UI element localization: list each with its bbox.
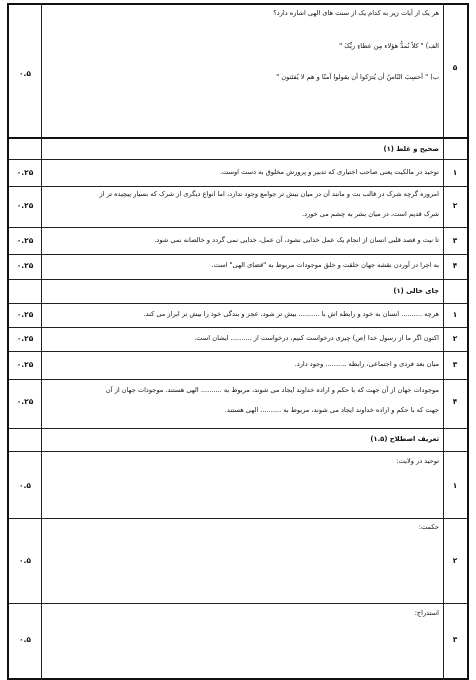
row-text: هرچه .......... انسان به خود و رابطه اش با .......... بیش تر شود، عجز و بندگی خود را بیش تر ابراز می کند. [143, 310, 439, 318]
row-score: ۰.۲۵ [16, 360, 34, 369]
rule [7, 451, 469, 452]
rule [7, 3, 469, 5]
definition-label: استدراج: [414, 609, 439, 617]
row-number: ۴ [452, 261, 458, 270]
rule [7, 159, 469, 160]
row-number: ۲ [452, 334, 458, 343]
row-number: ۴ [452, 397, 458, 406]
row-number: ۳ [452, 360, 458, 369]
section-title-fill-blank: جای خالی (۱) [393, 287, 439, 295]
row-score: ۰.۲۵ [16, 310, 34, 319]
question-score: ۰.۵ [18, 69, 31, 78]
row-score: ۰.۲۵ [16, 334, 34, 343]
row-number: ۲ [452, 201, 458, 210]
row-number: ۳ [452, 635, 458, 644]
question-prompt: هر یک از آیات زیر به کدام یک از سنت های الهی اشاره دارد؟ [273, 9, 439, 17]
rule [7, 603, 469, 604]
row-number: ۱ [452, 481, 458, 490]
row-number: ۱ [452, 168, 458, 177]
rule [7, 351, 469, 352]
row-score: ۰.۵ [18, 481, 31, 490]
rule [7, 254, 469, 255]
rule [7, 279, 469, 280]
row-text: اکنون اگر ما از رسول خدا (ص) چیزی درخواست کنیم، درخواست از .......... ایشان است. [194, 334, 439, 342]
row-score: ۰.۵ [18, 556, 31, 565]
definition-label: توحید در ولایت: [396, 457, 439, 465]
row-score: ۰.۵ [18, 635, 31, 644]
rule [7, 327, 469, 328]
rule [7, 137, 469, 139]
rule [7, 186, 469, 187]
row-score: ۰.۲۵ [16, 397, 34, 406]
definition-label: حکمت: [418, 523, 439, 531]
option-b: ب) " أحسِبَ النّاسُ أن یُترَکوا أن یقولوا آمنّا و هم لا یُفتَنون " [276, 73, 439, 81]
row-number: ۳ [452, 236, 458, 245]
row-number: ۲ [452, 556, 458, 565]
exam-sheet [7, 3, 469, 680]
row-text: شرک قدیم است، در میان بشر به چشم می خورد. [301, 210, 439, 218]
row-text: تا نیت و قصد قلبی انسان از انجام یک عمل خدایی نشود، آن عمل، خدایی نمی گردد و خالصانه نمی شود. [154, 236, 439, 244]
rule [7, 303, 469, 304]
section-title-true-false: صحیح و غلط (۱) [383, 145, 439, 153]
question-number: ۵ [452, 63, 458, 72]
rule [7, 518, 469, 519]
row-score: ۰.۲۵ [16, 261, 34, 270]
section-title-definitions: تعریف اصطلاح (۱.۵) [370, 435, 439, 443]
option-a: الف) " کلاً نُمدُّ هؤلاء مِن عطاءِ ربِّکَ " [339, 42, 439, 50]
rule [467, 3, 469, 680]
row-text: امروزه گرچه شرک در قالب بت و مانند آن در میان بیش تر جوامع وجود ندارد، اما انواع دیگری از شرک که بسیار پیچیده تر از [99, 190, 439, 198]
row-text: توحید در مالکیت یعنی صاحب اختیاری که تدبیر و پرورش مخلوق به دست اوست. [219, 168, 439, 176]
rule [41, 3, 42, 680]
rule [7, 379, 469, 380]
row-number: ۱ [452, 310, 458, 319]
rule [7, 227, 469, 228]
row-score: ۰.۲۵ [16, 168, 34, 177]
row-text: موجودات جهان از آن جهت که با حکم و اراده خداوند ایجاد می شوند، مربوط به .......... الهی هستند. موجودات جهان از آن [105, 386, 439, 394]
row-score: ۰.۲۵ [16, 201, 34, 210]
rule [7, 428, 469, 429]
row-text: جهت که با حکم و اراده خداوند ایجاد می شوند، مربوط به .......... الهی هستند. [224, 406, 439, 414]
row-text: میان بعد فردی و اجتماعی، رابطه .......... وجود دارد. [294, 360, 439, 368]
row-score: ۰.۲۵ [16, 236, 34, 245]
row-text: به اجرا در آوردن نقشه جهان خلقت و خلق موجودات مربوط به "قضای الهی" است. [211, 261, 439, 269]
